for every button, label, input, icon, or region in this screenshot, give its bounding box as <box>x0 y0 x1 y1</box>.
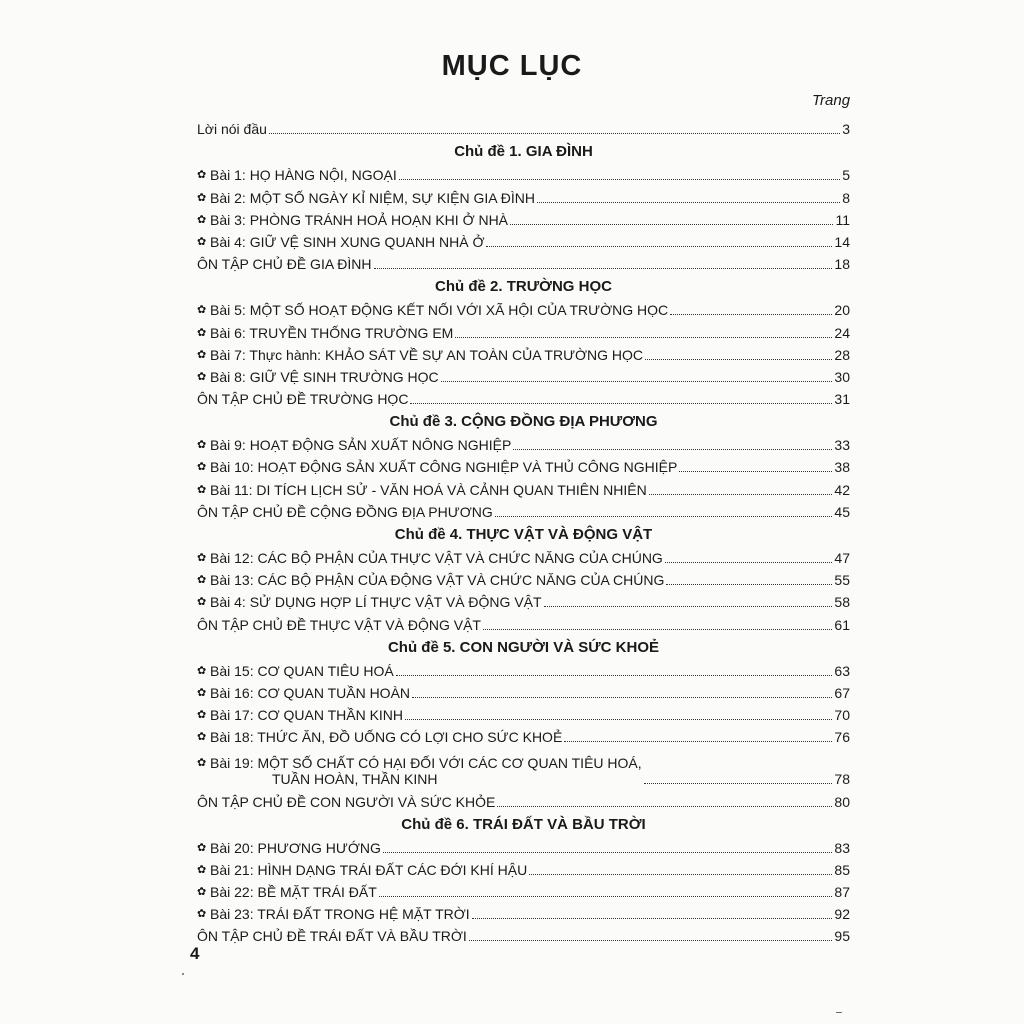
flower-bullet-icon: ✿ <box>197 841 207 854</box>
flower-bullet-icon: ✿ <box>197 191 207 204</box>
toc-lesson-entry <box>197 475 850 497</box>
flower-bullet-icon: ✿ <box>197 483 207 496</box>
toc-page-number: 30 <box>834 368 850 385</box>
flower-bullet-icon: ✿ <box>197 757 207 770</box>
toc-entry-title: Bài 7: Thực hành: KHẢO SÁT VỀ SỰ AN TOÀN CỦA TRƯỜNG HỌC <box>210 346 644 363</box>
dot-leader <box>483 629 832 630</box>
dot-leader <box>455 337 832 338</box>
flower-bullet-icon: ✿ <box>197 439 207 452</box>
page-column-label: Trang <box>812 92 851 109</box>
toc-page-number: 58 <box>834 594 850 611</box>
flower-bullet-icon: ✿ <box>197 686 207 699</box>
toc-lesson-entry <box>197 900 850 922</box>
flower-bullet-icon: ✿ <box>197 552 207 564</box>
dot-leader <box>486 246 832 247</box>
toc-lesson-entry <box>197 431 850 453</box>
toc-entry-title: Bài 8: GIỮ VỆ SINH TRƯỜNG HỌC <box>210 368 439 385</box>
flower-bullet-icon: ✿ <box>197 574 207 587</box>
toc-entry-title: Bài 5: MỘT SỐ HOẠT ĐỘNG KẾT NỐI VỚI XÃ HỘI CỦA TRƯỜNG HỌC <box>210 302 669 319</box>
toc-entry-title: Bài 4: GIỮ VỆ SINH XUNG QUANH NHÀ Ở <box>210 233 485 250</box>
dot-leader <box>537 202 840 203</box>
toc-lesson-entry <box>197 566 850 588</box>
flower-bullet-icon: ✿ <box>197 863 207 876</box>
toc-entry-title: ÔN TẬP CHỦ ĐỀ GIA ĐÌNH <box>197 256 372 273</box>
toc-entry <box>197 610 850 632</box>
flower-bullet-icon: ✿ <box>197 304 207 317</box>
flower-bullet-icon: ✿ <box>197 370 207 383</box>
toc-chapter-heading: Chủ đề 6. TRÁI ĐẤT VÀ BẦU TRỜI <box>401 815 646 833</box>
page-number: 4 <box>190 944 200 963</box>
dot-leader <box>644 783 833 784</box>
toc-lesson-entry <box>197 657 850 679</box>
flower-bullet-icon: ✿ <box>197 348 207 361</box>
toc-lesson-entry <box>197 878 850 900</box>
toc-page-number: 38 <box>834 459 850 476</box>
toc-entry-title: ÔN TẬP CHỦ ĐỀ TRƯỜNG HỌC <box>197 391 409 408</box>
toc-page-number: 85 <box>834 861 850 878</box>
toc-lesson-entry <box>197 161 850 183</box>
dot-leader <box>374 268 833 269</box>
dot-leader <box>269 133 840 134</box>
toc-entry-title: Bài 21: HÌNH DẠNG TRÁI ĐẤT CÁC ĐỚI KHÍ HẬU <box>210 861 528 878</box>
dot-leader <box>412 697 832 698</box>
toc-lesson-entry <box>197 856 850 878</box>
dot-leader <box>379 896 833 897</box>
dot-leader <box>399 179 841 180</box>
toc-page-number: 5 <box>842 167 850 184</box>
toc-entry-title: Bài 17: CƠ QUAN THẦN KINH <box>210 707 404 724</box>
toc-page-number: 20 <box>834 302 850 319</box>
toc-lesson-entry <box>197 701 850 723</box>
toc-entry-title: Bài 11: DI TÍCH LỊCH SỬ - VĂN HOÁ VÀ CẢNH QUAN THIÊN NHIÊN <box>210 481 647 498</box>
toc-page-number: 3 <box>842 121 850 138</box>
toc-entry <box>197 498 850 520</box>
toc-entry-title-line2: TUẦN HOÀN, THẦN KINH <box>272 771 438 788</box>
toc-lesson-entry <box>197 183 850 205</box>
toc-entry-title: Bài 18: THỨC ĂN, ĐỒ UỐNG CÓ LỢI CHO SỨC KHOẺ <box>210 729 563 746</box>
dot-leader <box>666 584 832 585</box>
dot-leader <box>441 381 833 382</box>
paper-speck <box>182 973 184 975</box>
dot-leader <box>410 403 832 404</box>
toc-page-number: 92 <box>834 906 850 923</box>
dot-leader <box>405 719 832 720</box>
toc-entry-title: ÔN TẬP CHỦ ĐỀ CON NGƯỜI VÀ SỨC KHỎE <box>197 793 496 810</box>
toc-page-number: 45 <box>834 503 850 520</box>
toc-entry <box>197 922 850 944</box>
dot-leader <box>469 940 833 941</box>
toc-entry <box>197 787 850 809</box>
toc-page-number: 47 <box>834 550 850 566</box>
toc-entry-title: Bài 10: HOẠT ĐỘNG SẢN XUẤT CÔNG NGHIỆP VÀ THỦ CÔNG NGHIỆP <box>210 459 678 476</box>
toc-entry-title: Bài 4: SỬ DỤNG HỢP LÍ THỰC VẬT VÀ ĐỘNG VẬT <box>210 594 542 611</box>
dot-leader <box>665 562 833 563</box>
toc-entry-title: Bài 20: PHƯƠNG HƯỚNG <box>210 839 381 856</box>
toc-lesson-entry <box>197 296 850 318</box>
toc-page-number: 95 <box>834 928 850 945</box>
toc-lesson-entry <box>197 834 850 856</box>
toc-chapter-heading: Chủ đề 2. TRƯỜNG HỌC <box>435 278 612 296</box>
dot-leader <box>679 471 832 472</box>
flower-bullet-icon: ✿ <box>197 664 207 677</box>
toc-entry-title: Bài 15: CƠ QUAN TIÊU HOÁ <box>210 662 394 679</box>
toc-lesson-entry <box>197 679 850 701</box>
toc-lesson-entry <box>197 228 850 250</box>
toc-page-number: 18 <box>834 256 850 273</box>
flower-bullet-icon: ✿ <box>197 709 207 722</box>
toc-entry-title: Bài 23: TRÁI ĐẤT TRONG HỆ MẶT TRỜI <box>210 906 470 923</box>
toc-entry <box>197 385 850 407</box>
toc-lesson-entry <box>197 588 850 610</box>
toc-entry-title: Bài 6: TRUYỀN THỐNG TRƯỜNG EM <box>210 324 454 341</box>
dot-leader <box>513 449 832 450</box>
flower-bullet-icon: ✿ <box>197 235 207 248</box>
dot-leader <box>529 874 832 875</box>
toc-entry-title: ÔN TẬP CHỦ ĐỀ CỘNG ĐỒNG ĐỊA PHƯƠNG <box>197 503 493 520</box>
toc-page-number: 42 <box>834 481 850 498</box>
toc-page-number: 67 <box>834 684 850 701</box>
toc-entry-title: Bài 1: HỌ HÀNG NỘI, NGOẠI <box>210 167 397 184</box>
toc-entry-title <box>210 755 642 787</box>
toc-chapter-heading: Chủ đề 3. CỘNG ĐỒNG ĐỊA PHƯƠNG <box>389 413 658 431</box>
toc-page-number: 14 <box>834 233 850 250</box>
toc-lesson-entry <box>197 363 850 385</box>
toc-page-number: 80 <box>834 793 850 810</box>
flower-bullet-icon: ✿ <box>197 326 207 339</box>
toc-entry-title: Bài 12: CÁC BỘ PHẬN CỦA THỰC VẬT VÀ CHỨC NĂNG CỦA CHÚNG <box>210 550 663 566</box>
toc-lesson-entry <box>197 206 850 228</box>
toc-entry-title: Bài 3: PHÒNG TRÁNH HOẢ HOẠN KHI Ở NHÀ <box>210 211 509 228</box>
toc-page-number: 11 <box>835 211 850 228</box>
toc-page-number: 70 <box>834 707 850 724</box>
toc-page-number: 55 <box>834 572 850 589</box>
toc-entry-title: Bài 9: HOẠT ĐỘNG SẢN XUẤT NÔNG NGHIỆP <box>210 437 512 454</box>
toc-lesson-entry <box>197 341 850 363</box>
dot-leader <box>649 494 833 495</box>
toc-entry <box>197 250 850 272</box>
dot-leader <box>396 675 833 676</box>
toc-entry-title: ÔN TẬP CHỦ ĐỀ TRÁI ĐẤT VÀ BẦU TRỜI <box>197 928 467 945</box>
toc-page-number: 61 <box>834 616 850 633</box>
dot-leader <box>544 606 833 607</box>
flower-bullet-icon: ✿ <box>197 169 207 182</box>
dot-leader <box>472 918 833 919</box>
dot-leader <box>497 806 832 807</box>
toc-lesson-entry <box>197 318 850 340</box>
toc-page-number: 63 <box>834 662 850 679</box>
toc-entry-title: ÔN TẬP CHỦ ĐỀ THỰC VẬT VÀ ĐỘNG VẬT <box>197 616 481 633</box>
toc-chapter-heading: Chủ đề 4. THỰC VẬT VÀ ĐỘNG VẬT <box>394 525 653 543</box>
flower-bullet-icon: ✿ <box>197 886 207 899</box>
toc-lesson-entry <box>197 544 850 566</box>
flower-bullet-icon: ✿ <box>197 731 207 744</box>
toc-lesson-entry <box>197 723 850 745</box>
toc-page-number: 31 <box>834 391 850 408</box>
toc-page-number: 78 <box>834 771 850 788</box>
table-of-contents <box>197 115 850 944</box>
toc-page-number: 87 <box>834 884 850 901</box>
toc-page-number: 28 <box>834 346 850 363</box>
toc-page-number: 33 <box>834 437 850 454</box>
toc-entry-title: Bài 22: BỀ MẶT TRÁI ĐẤT <box>210 884 377 901</box>
toc-entry-title: Bài 13: CÁC BỘ PHẬN CỦA ĐỘNG VẬT VÀ CHỨC NĂNG CỦA CHÚNG <box>210 572 665 589</box>
toc-entry <box>197 115 850 137</box>
toc-entry-title: Bài 2: MỘT SỐ NGÀY KỈ NIỆM, SỰ KIỆN GIA ĐÌNH <box>210 189 535 206</box>
toc-chapter-heading: Chủ đề 1. GIA ĐÌNH <box>454 143 593 161</box>
toc-lesson-entry <box>197 745 850 787</box>
toc-page-number: 24 <box>834 324 850 341</box>
toc-lesson-entry <box>197 453 850 475</box>
flower-bullet-icon: ✿ <box>197 213 207 226</box>
flower-bullet-icon: ✿ <box>197 596 207 609</box>
dot-leader <box>383 852 833 853</box>
toc-page-number: 83 <box>834 839 850 856</box>
flower-bullet-icon: ✿ <box>197 461 207 474</box>
toc-chapter-heading: Chủ đề 5. CON NGƯỜI VÀ SỨC KHOẺ <box>387 638 660 656</box>
toc-entry-title: Lời nói đầu <box>197 121 267 138</box>
dot-leader <box>495 516 833 517</box>
paper-speck <box>836 1012 842 1013</box>
toc-entry-title-line1: Bài 19: MỘT SỐ CHẤT CÓ HẠI ĐỐI VỚI CÁC CƠ QUAN TIÊU HOÁ, <box>210 755 642 772</box>
dot-leader <box>510 224 833 225</box>
page-title: MỤC LỤC <box>441 50 583 82</box>
dot-leader <box>564 741 832 742</box>
flower-bullet-icon: ✿ <box>197 908 207 921</box>
dot-leader <box>645 359 832 360</box>
toc-page-number: 76 <box>834 729 850 746</box>
dot-leader <box>670 314 832 315</box>
toc-entry-title: Bài 16: CƠ QUAN TUẦN HOÀN <box>210 684 411 701</box>
toc-page-number: 8 <box>842 189 850 206</box>
